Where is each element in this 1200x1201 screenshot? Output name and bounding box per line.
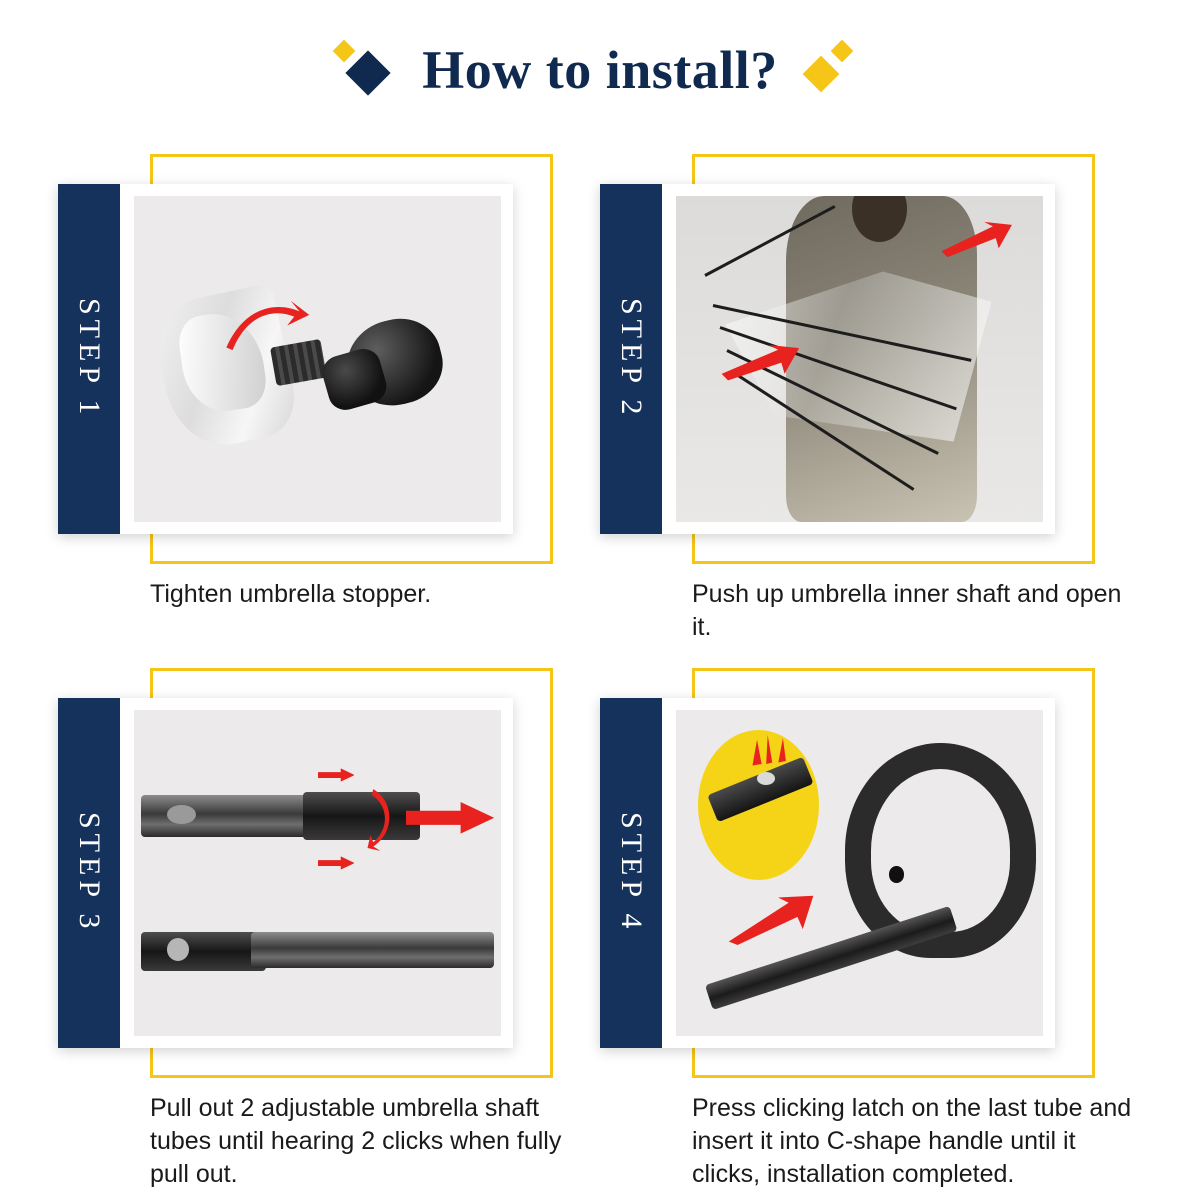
step-panel-3 xyxy=(58,698,513,1048)
step-image-2 xyxy=(676,196,1043,522)
step-tab-label: STEP 2 xyxy=(615,298,648,420)
header-decoration-right xyxy=(804,43,858,97)
red-arrow-icon xyxy=(940,216,1013,262)
step-caption-3: Pull out 2 adjustable umbrella shaft tubes until hearing 2 clicks when fully pull out. xyxy=(150,1094,562,1188)
step-frame-4 xyxy=(600,668,1095,1078)
screw-head-icon xyxy=(167,938,189,961)
step-caption-1: Tighten umbrella stopper. xyxy=(150,580,432,608)
step-card-2 xyxy=(600,140,1142,654)
step-tab-label: STEP 1 xyxy=(73,298,106,420)
yellow-square-icon xyxy=(830,40,853,63)
handle-hole-icon xyxy=(889,866,904,882)
step-caption-2: Push up umbrella inner shaft and open it. xyxy=(692,580,1122,641)
shaft-tube-lower-left xyxy=(141,932,266,971)
steps-grid xyxy=(0,140,1200,1201)
step-card-3 xyxy=(58,654,600,1201)
step-tab-1 xyxy=(58,184,120,534)
step-tab-label: STEP 3 xyxy=(73,812,106,934)
step-image-3 xyxy=(134,710,501,1036)
step-card-1 xyxy=(58,140,600,654)
click-spark-icon xyxy=(742,726,793,772)
step-frame-1 xyxy=(58,154,553,564)
shaft-tube-lower-right xyxy=(251,932,493,968)
header-decoration-left xyxy=(342,43,396,97)
navy-diamond-icon xyxy=(346,50,391,95)
red-arrow-icon xyxy=(727,886,815,951)
red-curved-arrow-icon xyxy=(362,782,406,854)
step-card-4 xyxy=(600,654,1142,1201)
yellow-square-icon xyxy=(333,40,356,63)
step-tab-4 xyxy=(600,698,662,1048)
step-caption-4: Press clicking latch on the last tube and insert it into C-shape handle until it clicks, installation completed. xyxy=(692,1094,1132,1188)
step-frame-2 xyxy=(600,154,1095,564)
step-image-1 xyxy=(134,196,501,522)
red-arrow-icon xyxy=(222,294,310,366)
latch-button-icon xyxy=(757,772,775,785)
step-frame-3 xyxy=(58,668,553,1078)
step-tab-label: STEP 4 xyxy=(615,812,648,934)
red-arrow-icon xyxy=(318,762,355,788)
red-arrow-icon xyxy=(318,850,355,876)
yellow-diamond-icon xyxy=(802,56,839,93)
step-panel-2 xyxy=(600,184,1055,534)
red-arrow-icon xyxy=(406,795,494,841)
step-tab-3 xyxy=(58,698,120,1048)
step-panel-1 xyxy=(58,184,513,534)
page-title: How to install? xyxy=(422,40,778,100)
step-image-4 xyxy=(676,710,1043,1036)
red-arrow-icon xyxy=(720,339,801,385)
step-panel-4 xyxy=(600,698,1055,1048)
step-tab-2 xyxy=(600,184,662,534)
title-row xyxy=(342,39,858,101)
page-header xyxy=(0,0,1200,140)
